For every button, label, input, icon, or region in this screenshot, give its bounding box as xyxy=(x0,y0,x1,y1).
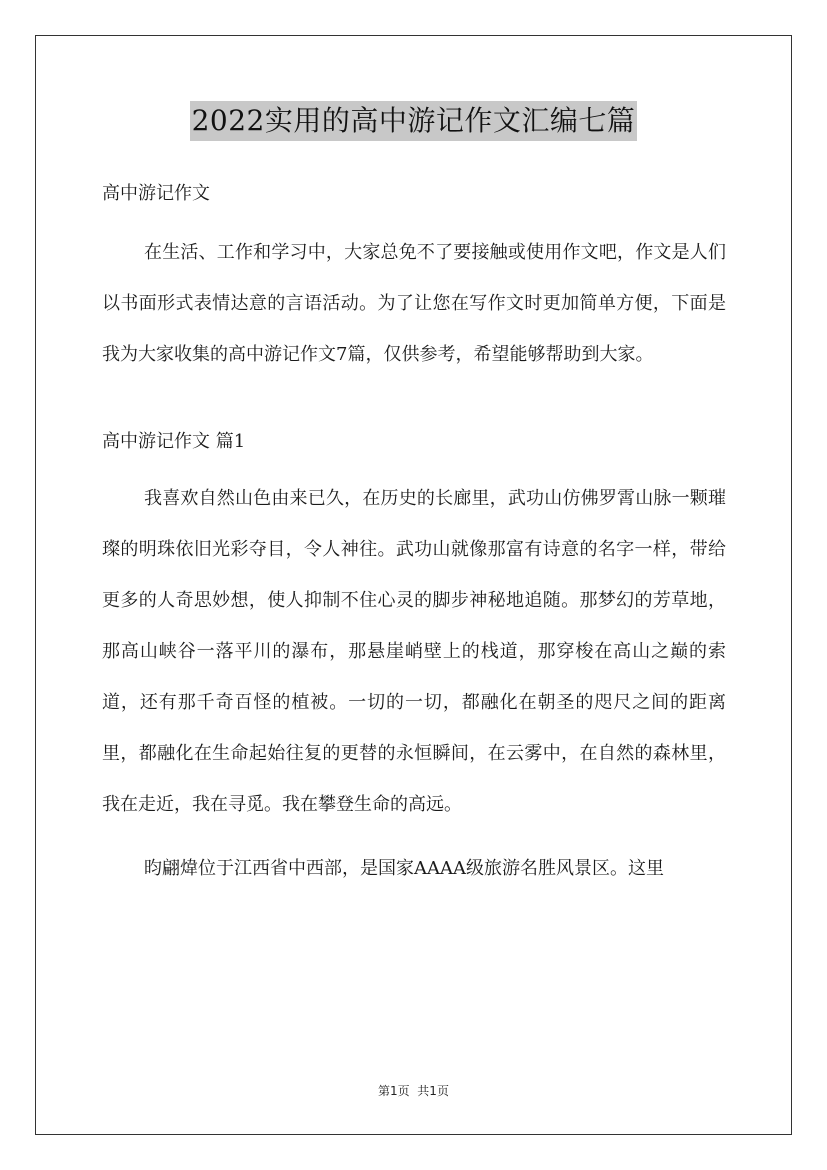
section-1-paragraph-1: 我喜欢自然山色由来已久，在历史的长廊里，武功山仿佛罗霄山脉一颗璀璨的明珠依旧光彩夺目，令人神往。武功山就像那富有诗意的名字一样，带给更多的人奇思妙想，使人抑制不住心灵的脚步神秘地追随。那梦幻的芳草地，那高山峡谷一落平川的瀑布，那悬崖峭壁上的栈道，那穿梭在高山之巅的索道，还有那千奇百怪的植被。一切的一切，都融化在朝圣的咫尺之间的距离里，都融化在生命起始往复的更替的永恒瞬间，在云雾中，在自然的森林里，我在走近，我在寻觅。我在攀登生命的高远。 xyxy=(102,488,726,815)
section-1-paragraph-2: 昀翩煒位于江西省中西部，是国家AAAA级旅游名胜风景区。这里 xyxy=(144,858,664,879)
spacer xyxy=(102,212,726,227)
intro-heading: 高中游记作文 xyxy=(102,183,210,204)
document-body xyxy=(102,176,726,894)
document-title: 2022实用的高中游记作文汇编七篇 xyxy=(190,101,638,141)
intro-paragraph: 在生活、工作和学习中，大家总免不了要接触或使用作文吧，作文是人们以书面形式表情达意的言语活动。为了让您在写作文时更加简单方便，下面是我为大家收集的高中游记作文7篇，仅供参考，希望能够帮助到大家。 xyxy=(102,242,726,365)
section-1-heading: 高中游记作文 篇1 xyxy=(102,431,246,452)
page-footer: 第1页 共1页 xyxy=(378,1084,449,1098)
spacer xyxy=(102,830,726,843)
title-container xyxy=(0,101,827,141)
spacer xyxy=(102,460,726,473)
spacer xyxy=(102,380,726,424)
